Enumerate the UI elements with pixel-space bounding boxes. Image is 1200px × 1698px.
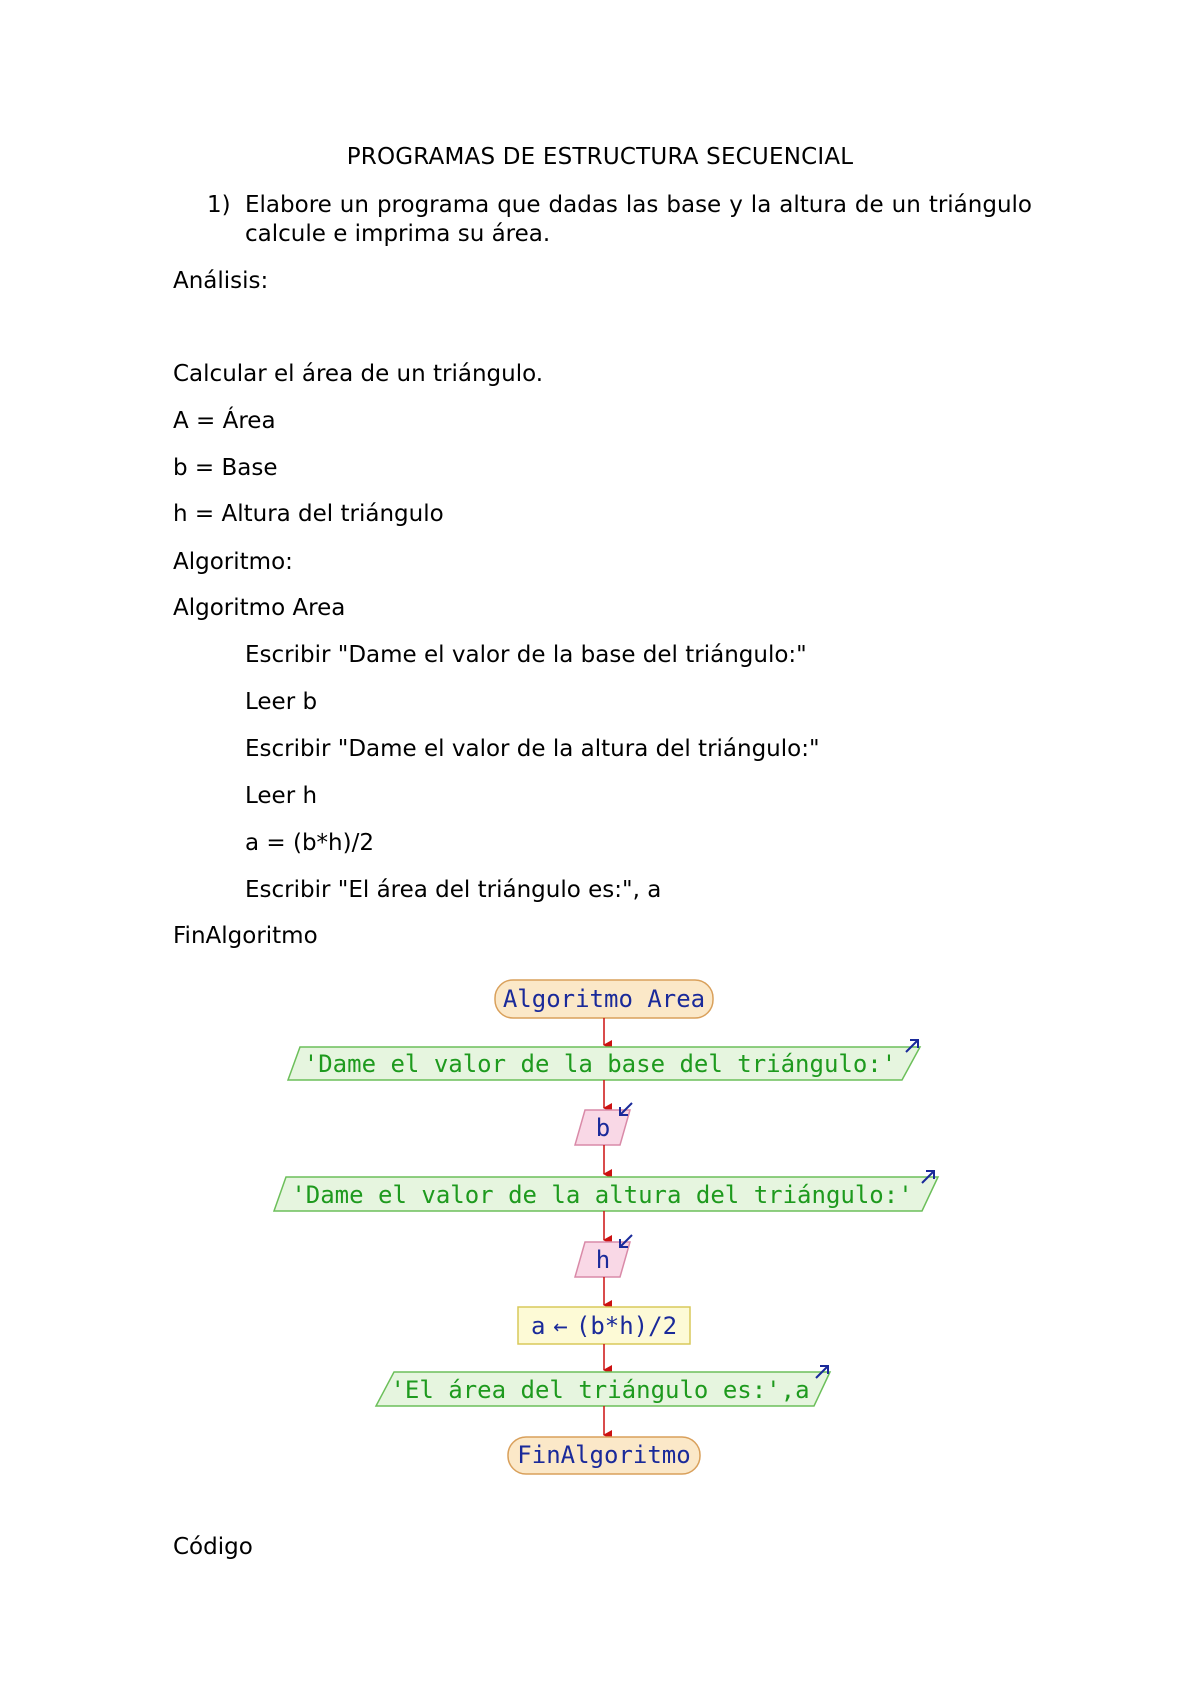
algorithm-step: Escribir "El área del triángulo es:", a: [245, 877, 662, 903]
algorithm-step: Escribir "Dame el valor de la altura del triángulo:": [245, 736, 820, 762]
algorithm-label: Algoritmo:: [173, 549, 293, 575]
analysis-label: Análisis:: [173, 268, 269, 294]
analysis-line: Calcular el área de un triángulo.: [173, 361, 544, 387]
analysis-line: A = Área: [173, 408, 276, 434]
flow-output-label: 'El área del triángulo es:',a: [390, 1376, 810, 1404]
algorithm-step: a = (b*h)/2: [245, 830, 374, 856]
flow-input-label: h: [595, 1246, 611, 1274]
algorithm-step: Leer h: [245, 783, 318, 809]
assign-var: a: [530, 1312, 546, 1340]
algorithm-header: Algoritmo Area: [173, 595, 346, 621]
flow-start-label: Algoritmo Area: [502, 985, 706, 1013]
analysis-line: b = Base: [173, 455, 278, 481]
algorithm-footer: FinAlgoritmo: [173, 923, 318, 949]
flow-output-label: 'Dame el valor de la base del triángulo:': [303, 1050, 897, 1078]
flow-process-label: [531, 1312, 677, 1340]
algorithm-step: Leer b: [245, 689, 318, 715]
flow-end-label: FinAlgoritmo: [517, 1441, 691, 1469]
page-title: PROGRAMAS DE ESTRUCTURA SECUENCIAL: [346, 144, 854, 170]
analysis-line: h = Altura del triángulo: [173, 501, 444, 527]
flow-input-label: b: [595, 1114, 611, 1142]
flow-output-label: 'Dame el valor de la altura del triángulo:': [291, 1181, 913, 1209]
algorithm-step: Escribir "Dame el valor de la base del triángulo:": [245, 642, 807, 668]
question-text: Elabore un programa que dadas las base y la altura de un triángulo calcule e imprima su área.: [245, 192, 1032, 247]
assign-arrow: ←: [553, 1312, 568, 1340]
code-label: Código: [173, 1534, 253, 1560]
assign-expr: (b*h)/2: [575, 1312, 678, 1340]
question-number: 1): [207, 192, 231, 218]
